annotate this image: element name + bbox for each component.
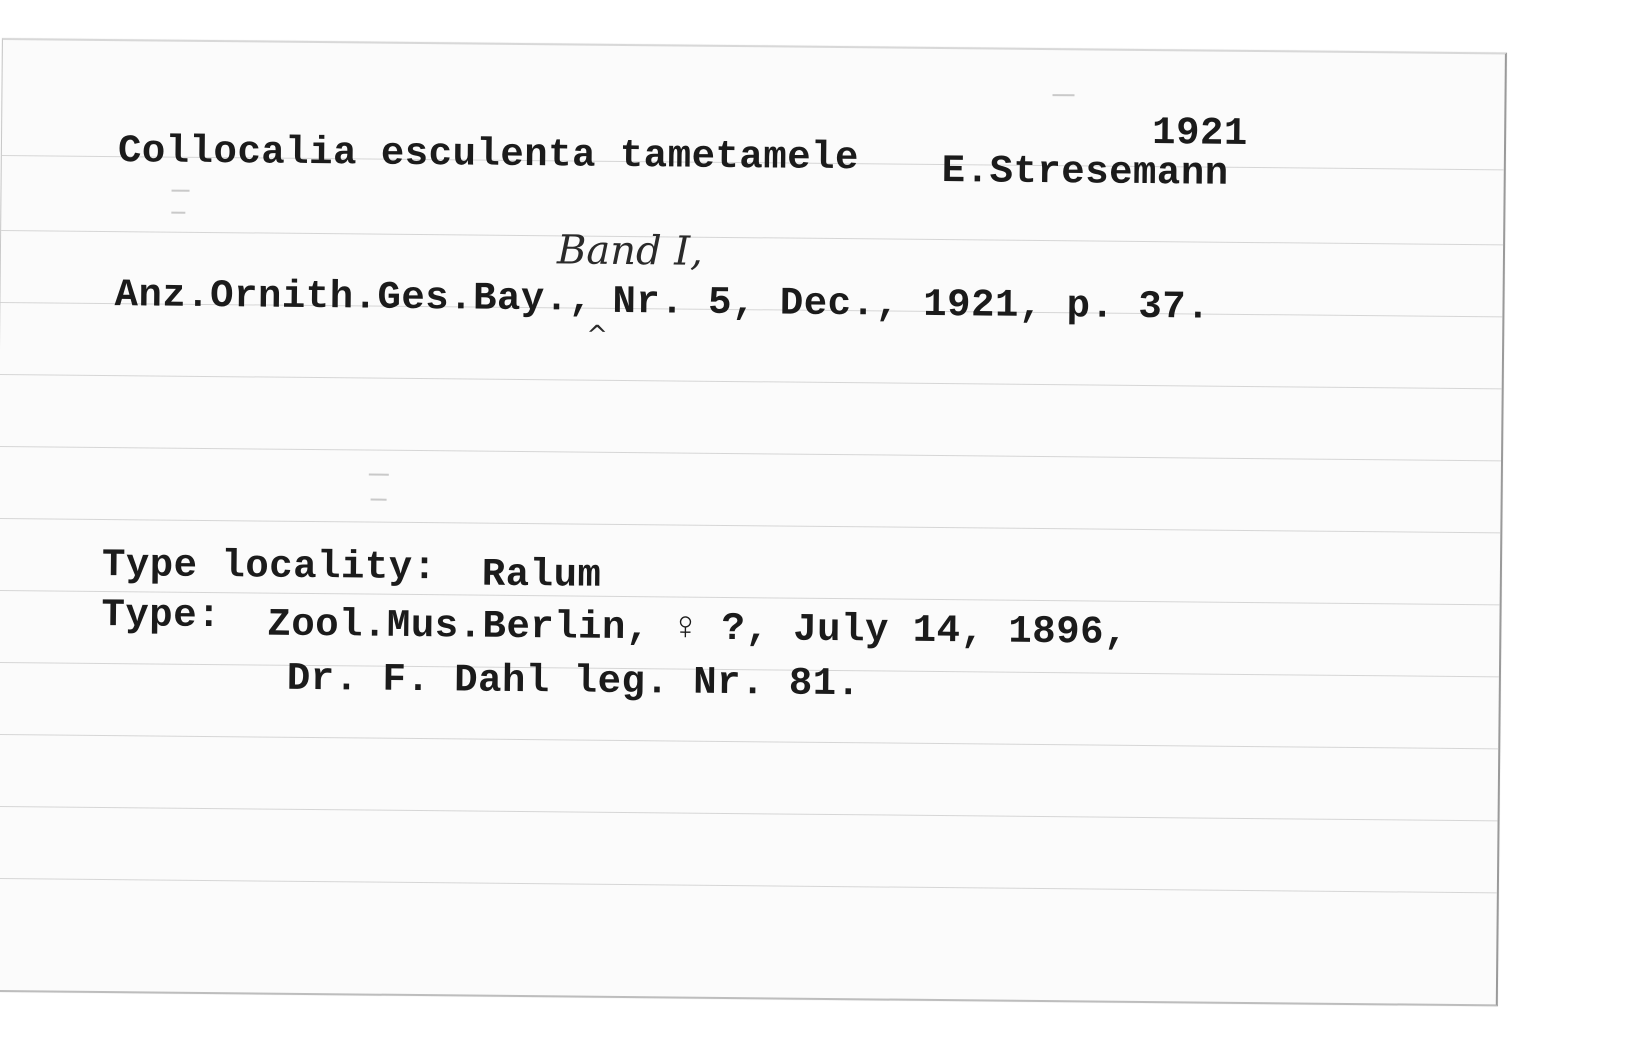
card-rule-line [0, 374, 1502, 389]
citation-journal: Anz.Ornith.Ges.Bay., [114, 273, 593, 322]
card-rule-line [0, 590, 1500, 605]
card-year: 1921 [1151, 111, 1248, 156]
insert-caret-mark: ^ [586, 320, 609, 351]
citation-rest: Nr. 5, Dec., 1921, p. 37. [612, 279, 1211, 330]
type-locality-value: Ralum [481, 552, 602, 598]
card-rule-line [0, 446, 1501, 461]
card-rule-line [0, 806, 1498, 821]
index-card [0, 38, 1507, 1006]
type-specimen-line2: Dr. F. Dahl leg. Nr. 81. [286, 656, 861, 707]
taxon-name: Collocalia esculenta tametamele [117, 129, 860, 181]
card-rule-line [0, 734, 1498, 749]
type-locality-label: Type locality: [101, 542, 437, 591]
card-rule-line [1, 230, 1503, 245]
scan-artifacts [3, 40, 1505, 54]
handwritten-insertion: Band I, [556, 227, 704, 275]
author-name: E.Stresemann [941, 149, 1229, 196]
card-rule-line [0, 878, 1497, 893]
type-specimen-line1: Zool.Mus.Berlin, ♀ ?, July 14, 1896, [267, 602, 1129, 655]
card-rule-line [0, 518, 1500, 533]
type-label: Type: [101, 592, 222, 639]
